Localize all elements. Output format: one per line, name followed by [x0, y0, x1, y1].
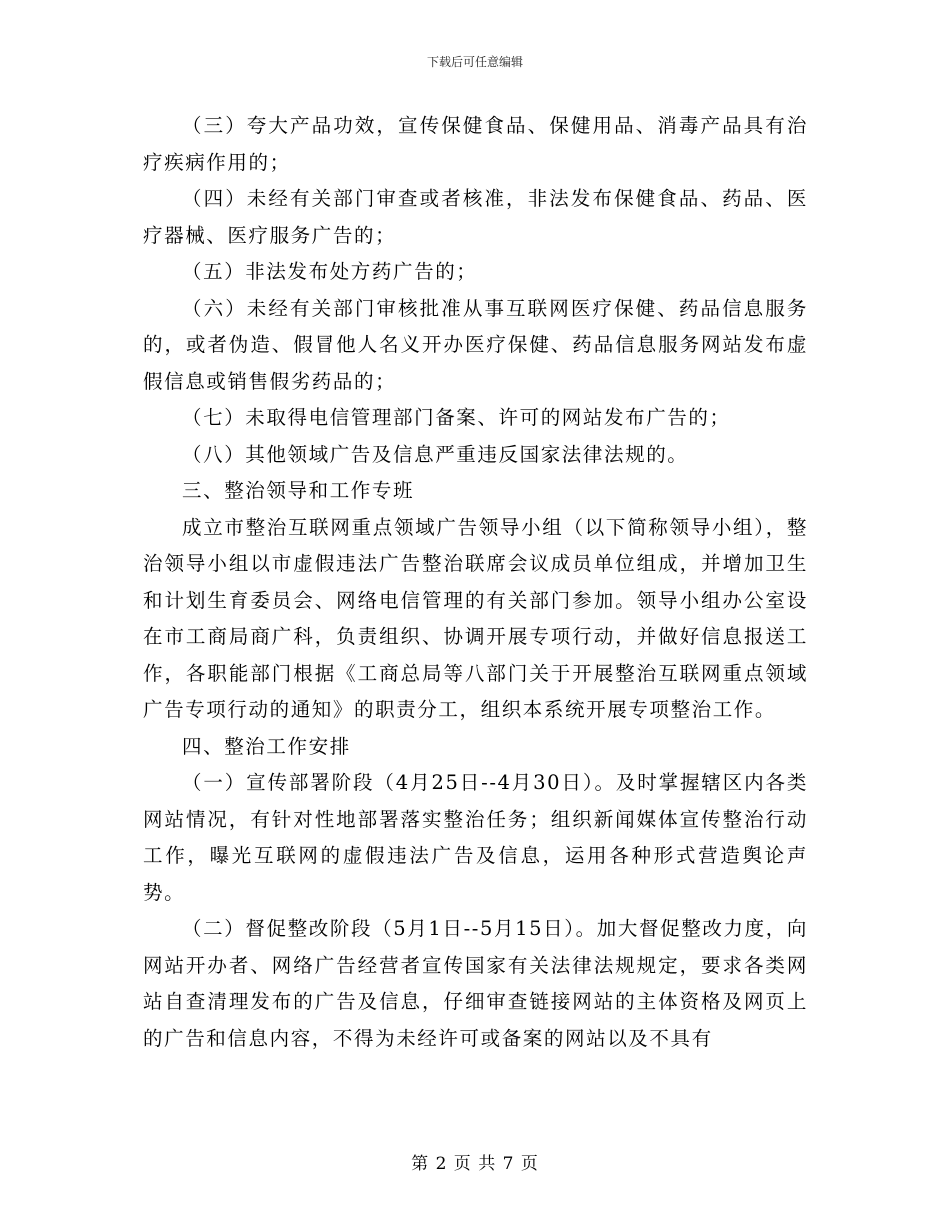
page-header: 下载后可任意编辑 [426, 55, 523, 69]
paragraph-item-6: （六）未经有关部门审核批准从事互联网医疗保健、药品信息服务的，或者伪造、假冒他人名义开办医疗保健、药品信息服务网站发布虚假信息或销售假劣药品的； [143, 296, 808, 393]
paragraph-stage-2: （二）督促整改阶段（5月1日--5月15日）。加大督促整改力度，向网站开办者、网络广告经营者宣传国家有关法律法规规定，要求各类网站自查清理发布的广告及信息，仔细审查链接网站的主体资格及网页上的广告和信息内容，不得为未经许可或备案的网站以及不具有 [143, 917, 808, 1050]
paragraph-item-4: （四）未经有关部门审查或者核准，非法发布保健食品、药品、医疗器械、医疗服务广告的； [143, 187, 808, 247]
paragraph-item-7: （七）未取得电信管理部门备案、许可的网站发布广告的； [182, 406, 731, 429]
section-heading-3: 三、整治领导和工作专班 [182, 479, 415, 502]
paragraph-leadership-group: 成立市整治互联网重点领域广告领导小组（以下简称领导小组），整治领导小组以市虚假违法广告整治联席会议成员单位组成，并增加卫生和计划生育委员会、网络电信管理的有关部门参加。领导小组办公室设在市工商局商广科，负责组织、协调开展专项行动，并做好信息报送工作，各职能部门根据《工商总局等八部门关于开展整治互联网重点领域广告专项行动的通知》的职责分工，组织本系统开展专项整治工作。 [143, 515, 808, 721]
document-body [143, 108, 808, 1057]
paragraph-item-5: （五）非法发布处方药广告的； [182, 260, 478, 283]
paragraph-stage-1: （一）宣传部署阶段（4月25日--4月30日）。及时掌握辖区内各类网站情况，有针对性地部署落实整治任务；组织新闻媒体宣传整治行动工作，曝光互联网的虚假违法广告及信息，运用各种形式营造舆论声势。 [143, 771, 808, 904]
paragraph-item-3: （三）夸大产品功效，宣传保健食品、保健用品、消毒产品具有治疗疾病作用的； [143, 114, 808, 174]
paragraph-item-8: （八）其他领域广告及信息严重违反国家法律法规的。 [182, 442, 689, 466]
page-number: 第 2 页 共 7 页 [411, 1154, 539, 1174]
section-heading-4: 四、整治工作安排 [182, 734, 351, 758]
